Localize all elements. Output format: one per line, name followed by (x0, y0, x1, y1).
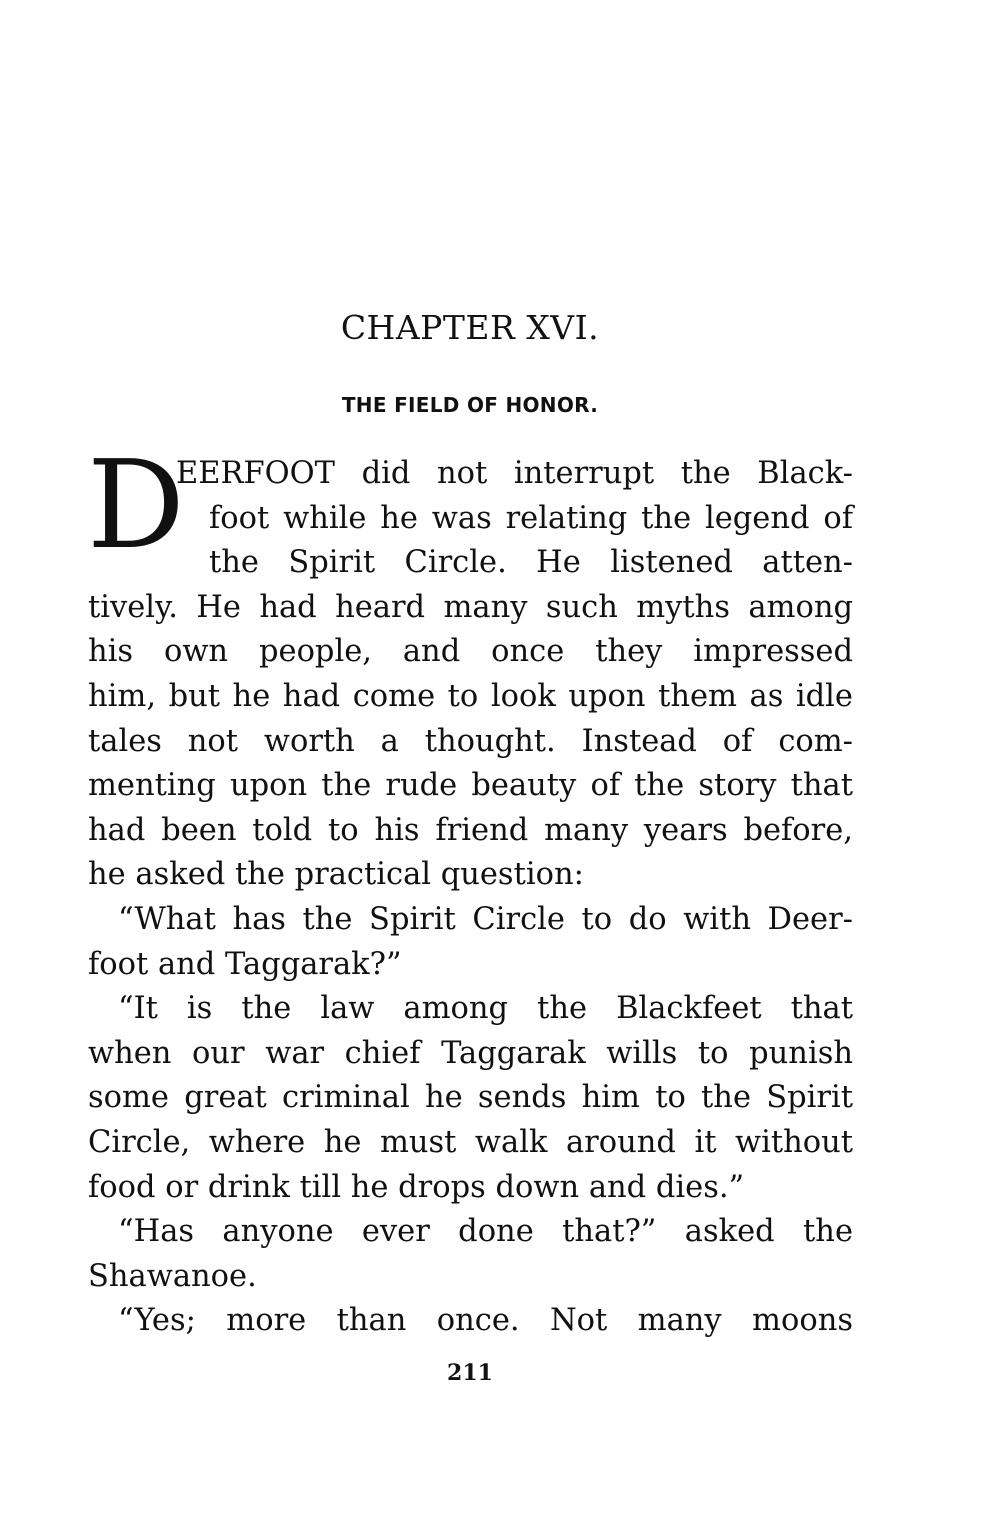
text-line: his own people, and once they impressed (88, 634, 853, 670)
chapter-title: THE FIELD OF HONOR. (341, 393, 599, 417)
chapter-heading: CHAPTER XVI. (340, 308, 600, 347)
text-line: when our war chief Taggarak wills to punish (88, 1035, 853, 1071)
text-line: “It is the law among the Blackfeet that (118, 991, 853, 1027)
text-line: he asked the practical question: (88, 857, 584, 893)
text-line: foot and Taggarak?” (88, 946, 402, 982)
text-line: foot while he was relating the legend of (209, 500, 853, 536)
text-line: “Yes; more than once. Not many moons (118, 1303, 853, 1339)
text-line: Shawanoe. (88, 1258, 257, 1294)
text-line: had been told to his friend many years before, (88, 812, 853, 848)
text-line: tively. He had heard many such myths among (88, 589, 853, 625)
text-line: food or drink till he drops down and dies.” (88, 1169, 745, 1205)
text-line: EERFOOT did not interrupt the Black- (176, 456, 853, 491)
text-line: him, but he had come to look upon them as idle (88, 678, 853, 714)
text-line: “Has anyone ever done that?” asked the (118, 1214, 853, 1250)
text-line: “What has the Spirit Circle to do with Deer- (118, 901, 853, 937)
page-number: 211 (447, 1360, 493, 1386)
drop-cap: D (87, 434, 185, 576)
text-line: the Spirit Circle. He listened atten- (209, 545, 853, 581)
text-line: some great criminal he sends him to the Spirit (88, 1080, 853, 1116)
body-text (87, 434, 853, 1344)
text-line: Circle, where he must walk around it without (88, 1124, 853, 1160)
text-line: menting upon the rude beauty of the story that (88, 768, 853, 804)
text-line: tales not worth a thought. Instead of com- (88, 723, 853, 759)
